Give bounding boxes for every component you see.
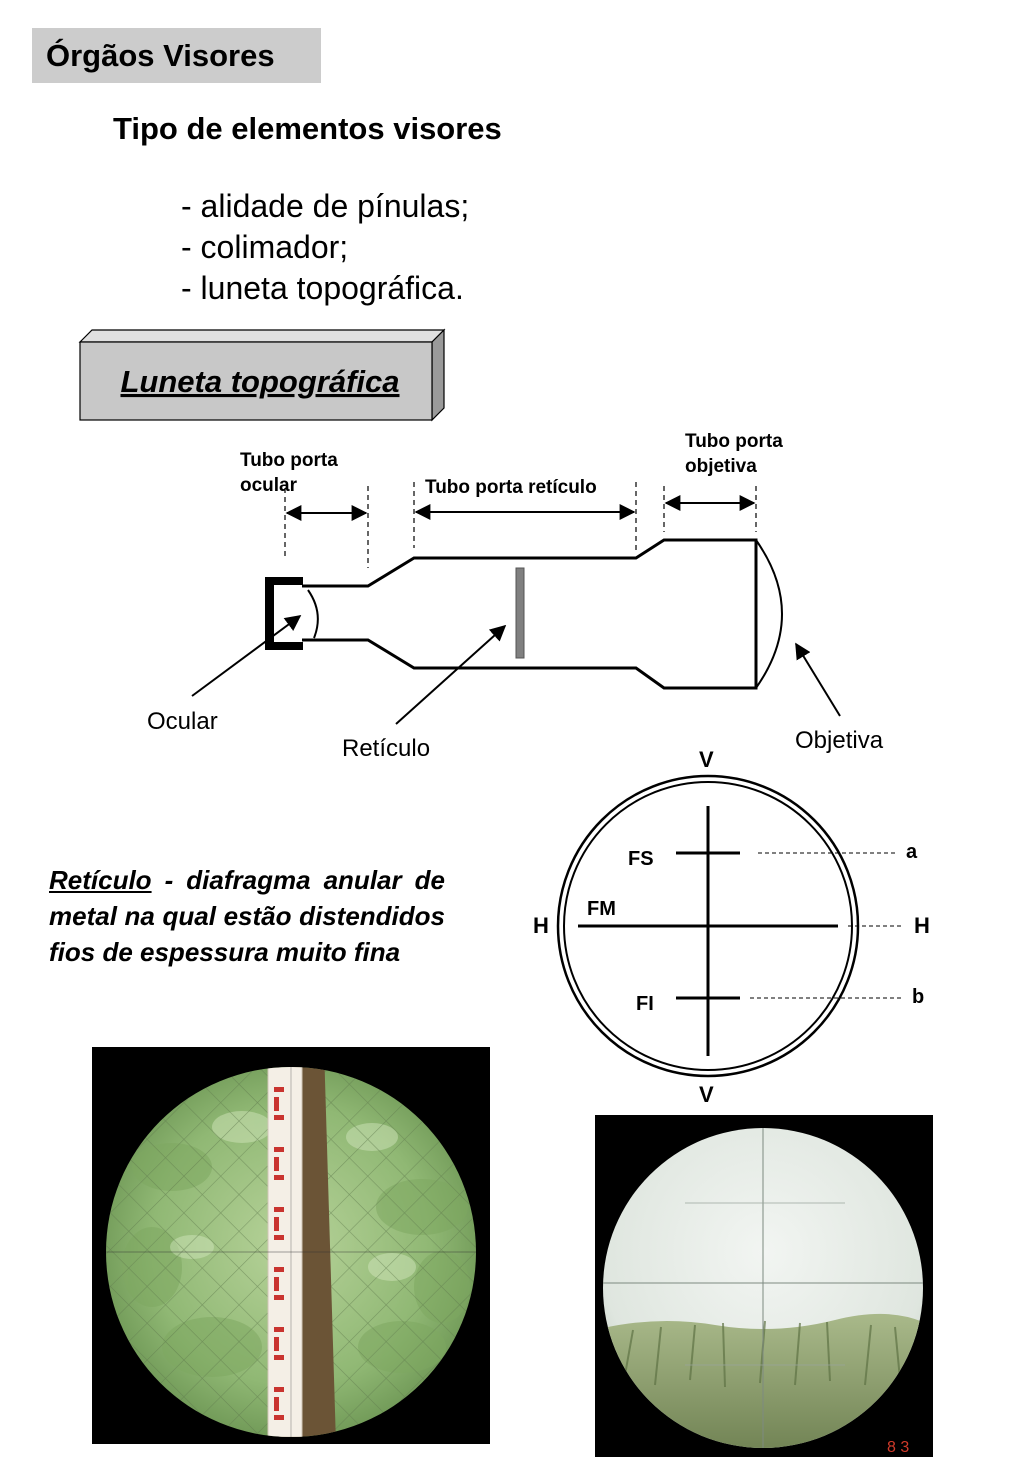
- reticle-description: [49, 862, 445, 970]
- label-tubo-objetiva-2: objetiva: [685, 456, 757, 477]
- label-tubo-ocular-2: ocular: [240, 475, 298, 496]
- reticle-label-a: a: [906, 841, 918, 863]
- reticle-label-fi: FI: [636, 993, 654, 1015]
- list-item: - luneta topográfica.: [181, 270, 464, 306]
- photo-counter: 8 3: [887, 1439, 910, 1456]
- reticle-plate: [516, 568, 524, 658]
- label-reticulo: Retículo: [342, 735, 431, 762]
- reticle-label-h-left: H: [533, 913, 549, 938]
- label-ocular: Ocular: [147, 708, 218, 735]
- label-tubo-objetiva-1: Tubo porta: [685, 431, 783, 452]
- list-item: - alidade de pínulas;: [181, 188, 470, 224]
- telescope-body: [302, 540, 782, 688]
- reticle-label-fm: FM: [587, 898, 616, 920]
- eyepiece-top: [265, 577, 303, 585]
- reticle-label-b: b: [912, 986, 925, 1008]
- reticle-label-h-right: H: [914, 913, 930, 938]
- reticle-diagram: [533, 747, 930, 1107]
- reticle-label-v-bottom: V: [699, 1082, 714, 1107]
- luneta-title-box: [80, 330, 444, 420]
- scope-view-photo-staff: [92, 1047, 490, 1444]
- section-subtitle: Tipo de elementos visores: [113, 111, 502, 146]
- reticle-label-v-top: V: [699, 747, 714, 772]
- page-title: Órgãos Visores: [32, 28, 321, 83]
- eyepiece-bottom: [265, 642, 303, 650]
- description-term: Retículo: [49, 865, 152, 895]
- scope-view-photo-crosshair: [595, 1115, 933, 1457]
- luneta-title: Luneta topográfica: [120, 364, 400, 399]
- dimension-arrows: [287, 503, 754, 513]
- list-item: - colimador;: [181, 229, 349, 265]
- label-objetiva: Objetiva: [795, 727, 884, 754]
- reticle-label-fs: FS: [628, 848, 654, 870]
- label-tubo-ocular-1: Tubo porta: [240, 450, 338, 471]
- description-text: - diafragma anular de metal na qual estão distendidos fios de espessura muito fina: [49, 865, 445, 967]
- label-tubo-reticulo: Tubo porta retículo: [425, 477, 597, 498]
- telescope-labels: [147, 431, 884, 762]
